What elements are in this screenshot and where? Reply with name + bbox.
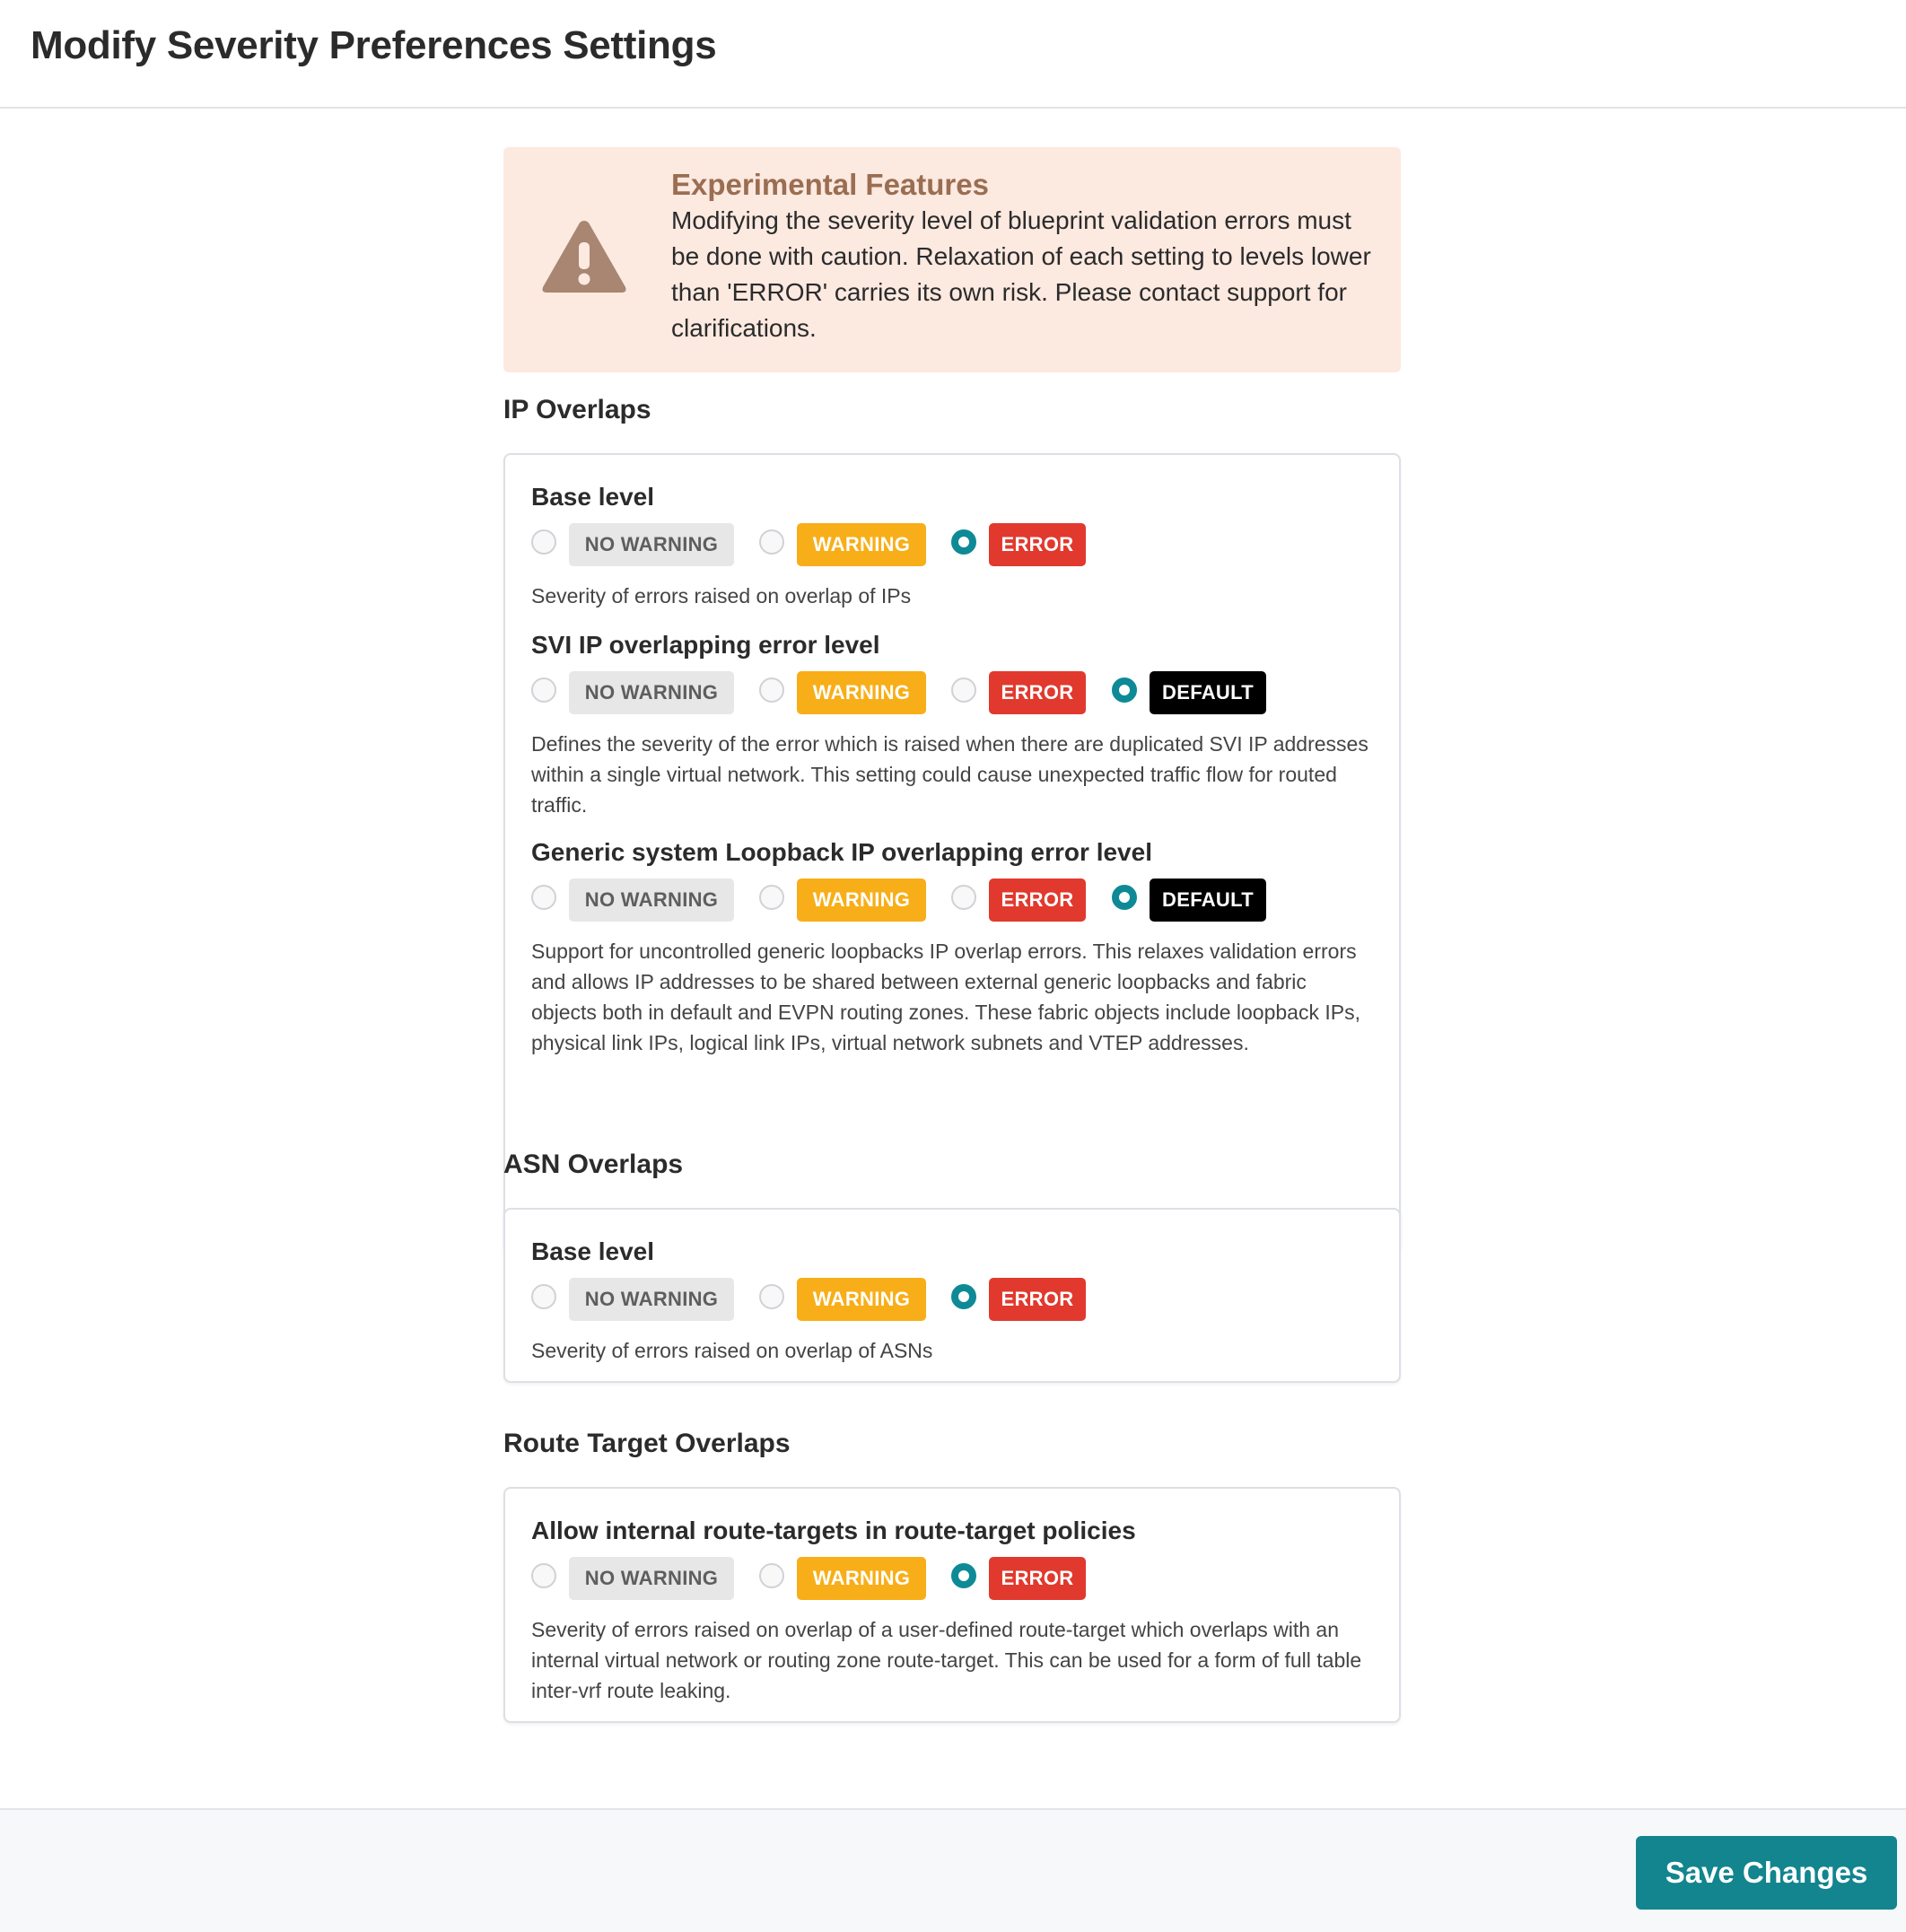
setting-label: Base level xyxy=(531,1237,654,1265)
setting-description: Defines the severity of the error which is raised when there are duplicated SVI IP addresses within a single virtual network. This setting could cause unexpected traffic flow for routed traffic. xyxy=(531,732,1368,817)
setting-asn-base-level xyxy=(531,1237,1375,1366)
severity-options xyxy=(531,1557,1375,1600)
setting-ip-base-level xyxy=(531,482,1375,611)
page-header xyxy=(0,0,1906,109)
save-changes-button[interactable]: Save Changes xyxy=(1636,1836,1897,1910)
page-footer xyxy=(0,1808,1906,1932)
setting-svi-ip-overlap xyxy=(531,630,1375,820)
warning-badge[interactable]: WARNING xyxy=(797,1557,926,1600)
card-ip-overlaps xyxy=(503,453,1401,1252)
radio-button[interactable] xyxy=(951,885,976,910)
setting-internal-route-targets xyxy=(531,1516,1375,1706)
radio-button[interactable] xyxy=(951,678,976,703)
alert-text: Modifying the severity level of blueprint validation errors must be done with caution. Relaxation of each setting to levels lower than 'ERROR' carries its own risk. Please contact support for clarifications. xyxy=(671,206,1371,342)
warning-badge[interactable]: WARNING xyxy=(797,879,926,922)
default-badge[interactable]: DEFAULT xyxy=(1150,879,1266,922)
error-badge[interactable]: ERROR xyxy=(989,1557,1086,1600)
setting-description: Severity of errors raised on overlap of ASNs xyxy=(531,1339,933,1362)
no-warning-badge[interactable]: NO WARNING xyxy=(569,879,734,922)
setting-description: Support for uncontrolled generic loopbacks IP overlap errors. This relaxes validation errors and allows IP addresses to be shared between external generic loopbacks and fabric objects both in default and EVPN routing zones. These fabric objects include loopback IPs, physical link IPs, logical link IPs, virtual network subnets and VTEP addresses. xyxy=(531,940,1360,1054)
warning-badge[interactable]: WARNING xyxy=(797,671,926,714)
radio-button[interactable] xyxy=(531,529,556,555)
severity-options xyxy=(531,671,1375,714)
no-warning-badge[interactable]: NO WARNING xyxy=(569,1278,734,1321)
setting-label: Generic system Loopback IP overlapping error level xyxy=(531,838,1152,866)
radio-button[interactable] xyxy=(759,885,784,910)
section-title-ip-overlaps: IP Overlaps xyxy=(503,395,651,424)
radio-button[interactable] xyxy=(531,1284,556,1309)
radio-button[interactable] xyxy=(531,885,556,910)
radio-button-selected[interactable] xyxy=(951,1284,976,1309)
radio-button-selected[interactable] xyxy=(951,1563,976,1588)
error-badge[interactable]: ERROR xyxy=(989,1278,1086,1321)
setting-generic-loopback-ip-overlap xyxy=(531,837,1375,1058)
setting-label: Allow internal route-targets in route-target policies xyxy=(531,1517,1136,1544)
radio-button[interactable] xyxy=(531,678,556,703)
radio-button[interactable] xyxy=(759,1563,784,1588)
radio-button-selected[interactable] xyxy=(951,529,976,555)
radio-button[interactable] xyxy=(759,678,784,703)
error-badge[interactable]: ERROR xyxy=(989,523,1086,566)
severity-options xyxy=(531,1278,1375,1321)
card-route-target-overlaps xyxy=(503,1487,1401,1723)
alert-title: Experimental Features xyxy=(671,168,989,201)
radio-button-selected[interactable] xyxy=(1112,678,1137,703)
warning-badge[interactable]: WARNING xyxy=(797,523,926,566)
setting-description: Severity of errors raised on overlap of a user-defined route-target which overlaps with an internal virtual network or routing zone route-target. This can be used for a form of full table inter-vrf route leaking. xyxy=(531,1618,1362,1702)
section-title-route-target-overlaps: Route Target Overlaps xyxy=(503,1429,791,1458)
error-badge[interactable]: ERROR xyxy=(989,879,1086,922)
card-asn-overlaps xyxy=(503,1208,1401,1383)
default-badge[interactable]: DEFAULT xyxy=(1150,671,1266,714)
page-title: Modify Severity Preferences Settings xyxy=(31,23,717,67)
no-warning-badge[interactable]: NO WARNING xyxy=(569,671,734,714)
section-title-asn-overlaps: ASN Overlaps xyxy=(503,1150,684,1179)
setting-label: Base level xyxy=(531,483,654,511)
severity-options xyxy=(531,879,1375,922)
no-warning-badge[interactable]: NO WARNING xyxy=(569,523,734,566)
radio-button[interactable] xyxy=(759,529,784,555)
experimental-alert xyxy=(503,147,1401,372)
no-warning-badge[interactable]: NO WARNING xyxy=(569,1557,734,1600)
warning-badge[interactable]: WARNING xyxy=(797,1278,926,1321)
radio-button-selected[interactable] xyxy=(1112,885,1137,910)
severity-options xyxy=(531,523,1375,566)
setting-description: Severity of errors raised on overlap of IPs xyxy=(531,584,912,608)
setting-label: SVI IP overlapping error level xyxy=(531,631,880,659)
radio-button[interactable] xyxy=(531,1563,556,1588)
warning-triangle-icon xyxy=(539,217,629,296)
error-badge[interactable]: ERROR xyxy=(989,671,1086,714)
radio-button[interactable] xyxy=(759,1284,784,1309)
